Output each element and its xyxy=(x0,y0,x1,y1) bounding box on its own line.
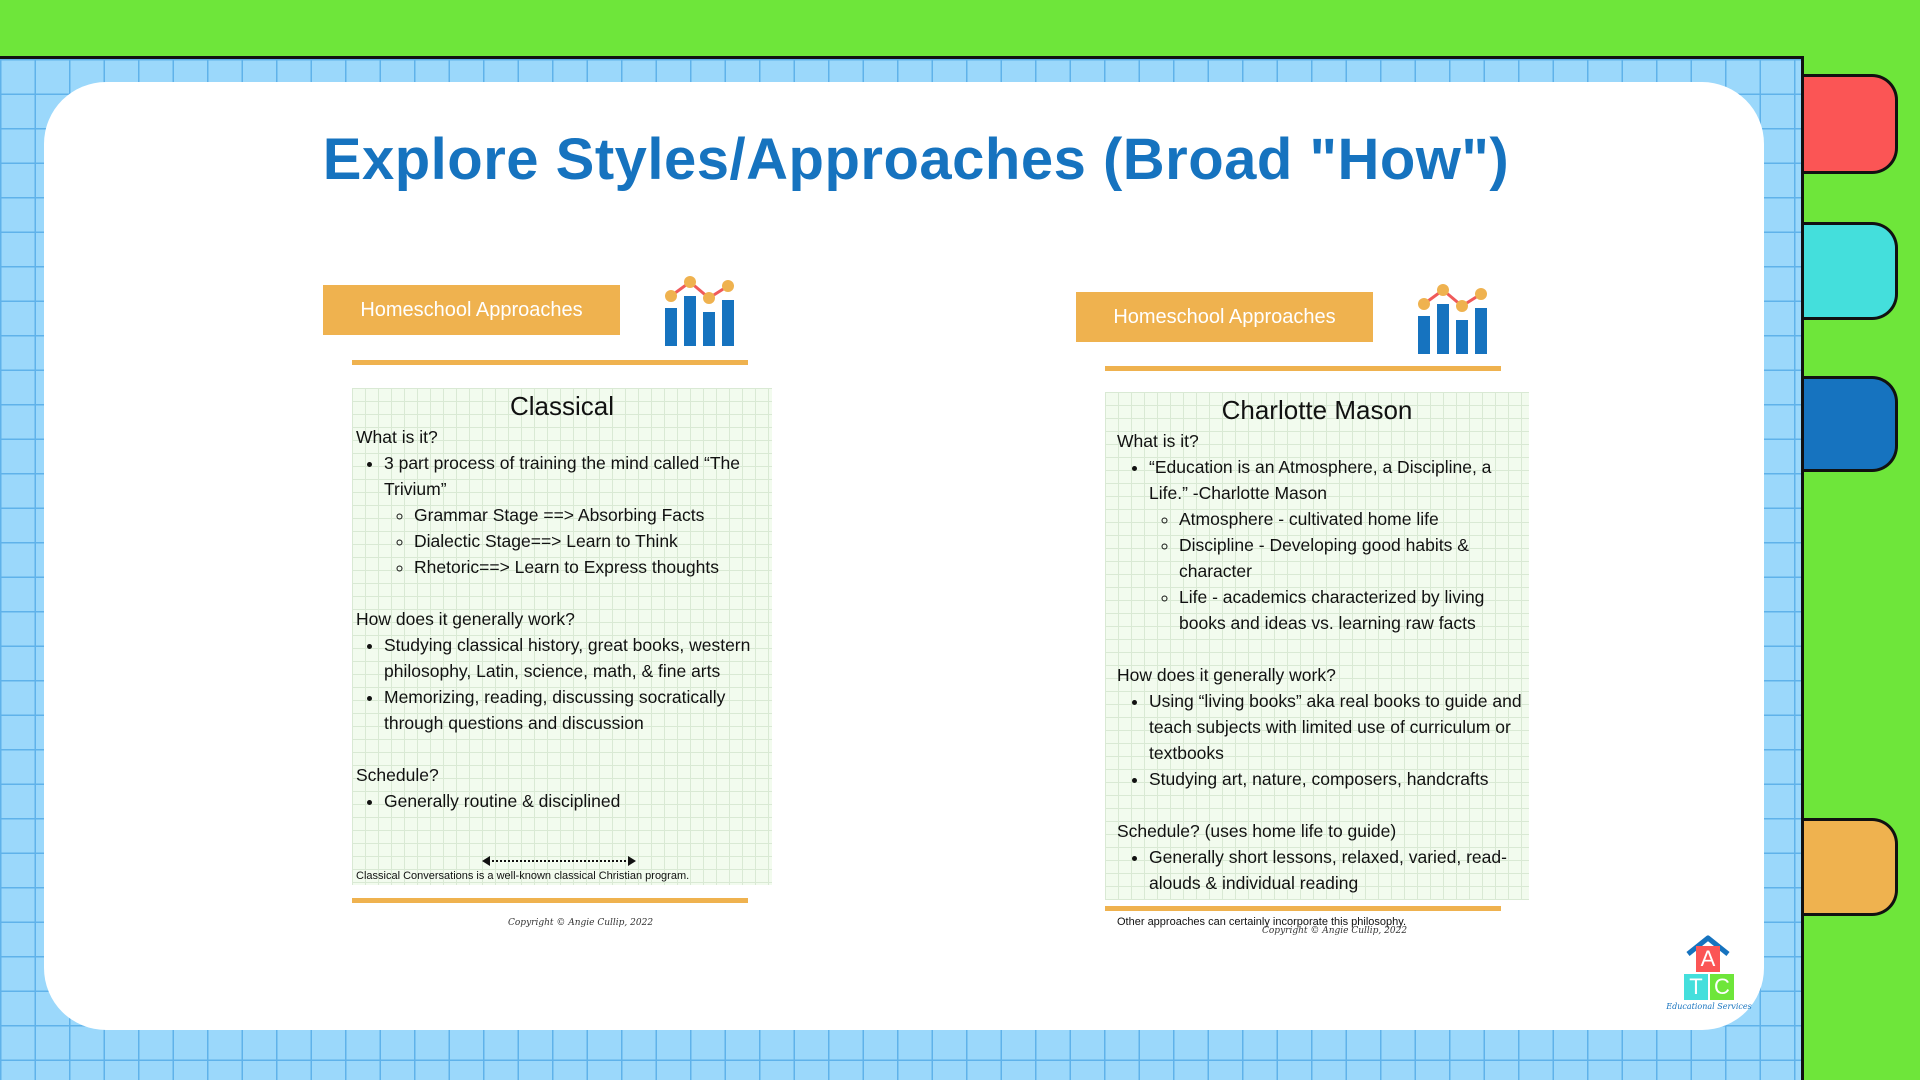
left-what-list xyxy=(352,450,772,580)
right-question-what: What is it? xyxy=(1117,431,1199,451)
bar-line-chart-icon xyxy=(1413,276,1503,356)
right-what-list xyxy=(1105,454,1529,636)
left-copyright: Copyright © Angie Cullip, 2022 xyxy=(508,918,654,928)
list-item: • Using “living books” aka real books to guide and teach subjects with limited use of curriculum or textbooks xyxy=(1149,688,1529,766)
left-heading: Classical xyxy=(509,391,615,421)
list-item: ◦ Grammar Stage ==> Absorbing Facts xyxy=(414,502,772,528)
list-item: ◦ Life - academics characterized by living books and ideas vs. learning raw facts xyxy=(1179,584,1529,636)
list-item: • “Education is an Atmosphere, a Discipline, a Life.” -Charlotte Mason ◦ Atmosphere - cultivated home life ◦ Discipline - Developing good habits & character ◦ Life - academics characterized by living books and ideas vs. learning raw facts xyxy=(1149,454,1529,636)
page-title: Explore Styles/Approaches (Broad "How") xyxy=(322,127,1510,192)
logo-letter-c: C xyxy=(1710,974,1734,1000)
right-schedule-list xyxy=(1105,844,1529,896)
left-how-list xyxy=(352,632,772,736)
left-top-rule xyxy=(352,360,748,365)
tab-orange[interactable] xyxy=(1804,818,1898,916)
double-arrow-icon xyxy=(484,860,634,864)
list-item: • Generally routine & disciplined xyxy=(384,788,772,814)
list-item: • Studying art, nature, composers, handcrafts xyxy=(1149,766,1529,792)
logo-letter-t: T xyxy=(1684,974,1708,1000)
left-note: Classical Conversations is a well-known classical Christian program. xyxy=(356,870,690,882)
right-question-how: How does it generally work? xyxy=(1117,665,1336,685)
left-question-how: How does it generally work? xyxy=(356,609,575,629)
left-question-schedule: Schedule? xyxy=(356,765,439,785)
atc-logo xyxy=(1666,934,1752,1024)
list-item: • Generally short lessons, relaxed, varied, read-alouds & individual reading xyxy=(1149,844,1529,896)
left-bottom-rule xyxy=(352,898,748,903)
tab-blue[interactable] xyxy=(1804,376,1898,472)
right-top-rule xyxy=(1105,366,1501,371)
tab-teal[interactable] xyxy=(1804,222,1898,320)
list-item: ◦ Rhetoric==> Learn to Express thoughts xyxy=(414,554,772,580)
list-item: • Memorizing, reading, discussing socratically through questions and discussion xyxy=(384,684,772,736)
right-document xyxy=(1105,392,1529,900)
list-item: ◦ Dialectic Stage==> Learn to Think xyxy=(414,528,772,554)
logo-letter-a: A xyxy=(1696,946,1720,972)
right-note: Other approaches can certainly incorporate this philosophy. xyxy=(1117,916,1407,928)
logo-tagline: Educational Services xyxy=(1666,1002,1752,1011)
right-heading: Charlotte Mason xyxy=(1221,395,1413,425)
right-header-label: Homeschool Approaches xyxy=(1076,292,1373,342)
left-question-what: What is it? xyxy=(356,427,438,447)
right-how-list xyxy=(1105,688,1529,792)
left-document xyxy=(352,388,772,885)
left-header-label: Homeschool Approaches xyxy=(323,285,620,335)
right-copyright: Copyright © Angie Cullip, 2022 xyxy=(1262,926,1408,936)
right-question-schedule: Schedule? (uses home life to guide) xyxy=(1117,821,1397,841)
bar-line-chart-icon xyxy=(660,268,750,348)
list-item: ◦ Discipline - Developing good habits & character xyxy=(1179,532,1529,584)
left-schedule-list xyxy=(352,788,772,814)
list-item: ◦ Atmosphere - cultivated home life xyxy=(1179,506,1529,532)
list-item: • Studying classical history, great books, western philosophy, Latin, science, math, & fine arts xyxy=(384,632,772,684)
right-bottom-rule xyxy=(1105,906,1501,911)
list-item: • 3 part process of training the mind called “The Trivium” ◦ Grammar Stage ==> Absorbing Facts ◦ Dialectic Stage==> Learn to Think ◦ Rhetoric==> Learn to Express thoughts xyxy=(384,450,772,580)
